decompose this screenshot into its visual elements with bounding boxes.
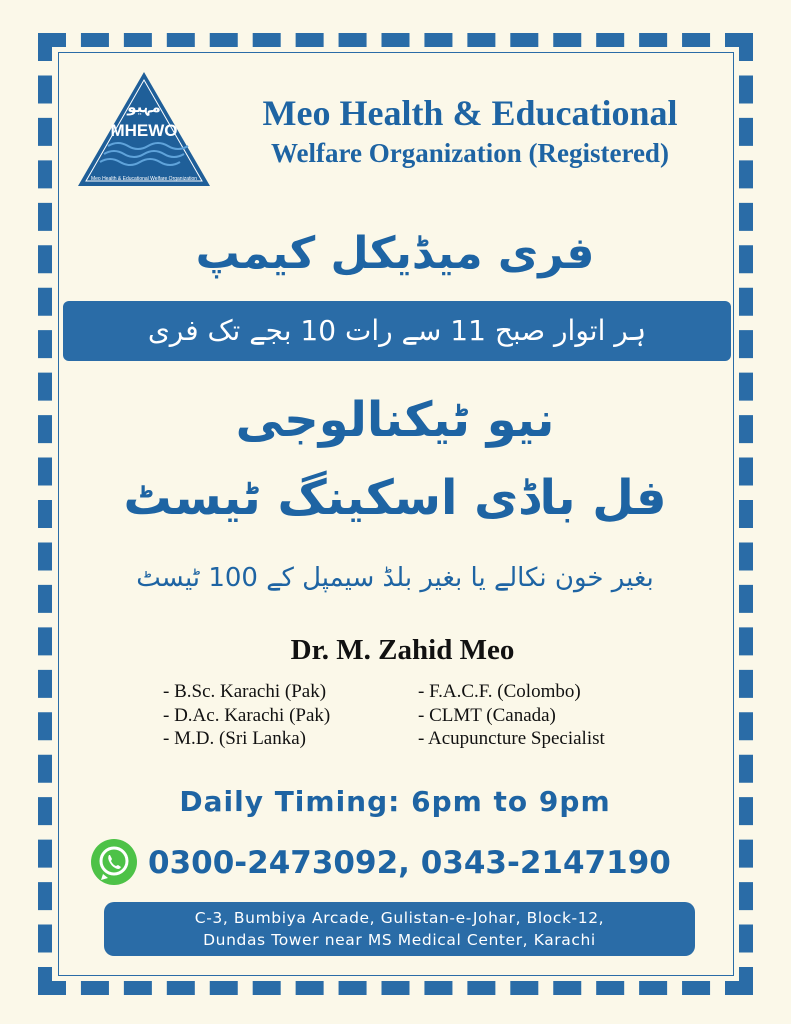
qualification-item: - D.Ac. Karachi (Pak) xyxy=(163,704,331,726)
qualification-item: - Acupuncture Specialist xyxy=(418,728,605,749)
qualification-item: - F.A.C.F. (Colombo) xyxy=(418,681,581,702)
tests-line: بغیر خون نکالے یا بغیر بلڈ سیمپل کے 100 ٹیسٹ xyxy=(136,563,654,593)
doctor-name: Dr. M. Zahid Meo xyxy=(290,634,515,666)
qualifications-right xyxy=(418,680,605,751)
logo-urdu-name: مہیو xyxy=(127,98,161,116)
qualification-item: - B.Sc. Karachi (Pak) xyxy=(163,681,327,702)
phone-numbers: 0300-2473092, 0343-2147190 xyxy=(148,845,671,881)
organization-title xyxy=(220,92,720,170)
organization-logo xyxy=(74,68,214,192)
qualification-item: - M.D. (Sri Lanka) xyxy=(163,728,306,749)
org-title-line2: Welfare Organization (Registered) xyxy=(271,138,669,168)
daily-timing: Daily Timing: 6pm to 9pm xyxy=(179,785,611,818)
address-box xyxy=(104,902,695,956)
schedule-banner: ہر اتوار صبح 11 سے رات 10 بجے تک فری xyxy=(63,301,731,361)
camp-title: فری میڈیکل کیمپ xyxy=(195,228,595,279)
logo-tagline: Meo Health & Educational Welfare Organization xyxy=(90,176,198,182)
scan-heading: فل باڈی اسکینگ ٹیسٹ xyxy=(123,470,667,526)
technology-heading: نیو ٹیکنالوجی xyxy=(235,392,555,448)
whatsapp-icon xyxy=(90,838,138,886)
logo-abbreviation: MHEWO xyxy=(110,121,178,140)
org-title-line1: Meo Health & Educational xyxy=(262,93,678,133)
address-line1: C-3, Bumbiya Arcade, Gulistan-e-Johar, Block-12, xyxy=(194,909,605,927)
address-line2: Dundas Tower near MS Medical Center, Karachi xyxy=(203,931,596,949)
qualifications-left xyxy=(163,680,330,751)
qualification-item: - CLMT (Canada) xyxy=(418,704,556,726)
